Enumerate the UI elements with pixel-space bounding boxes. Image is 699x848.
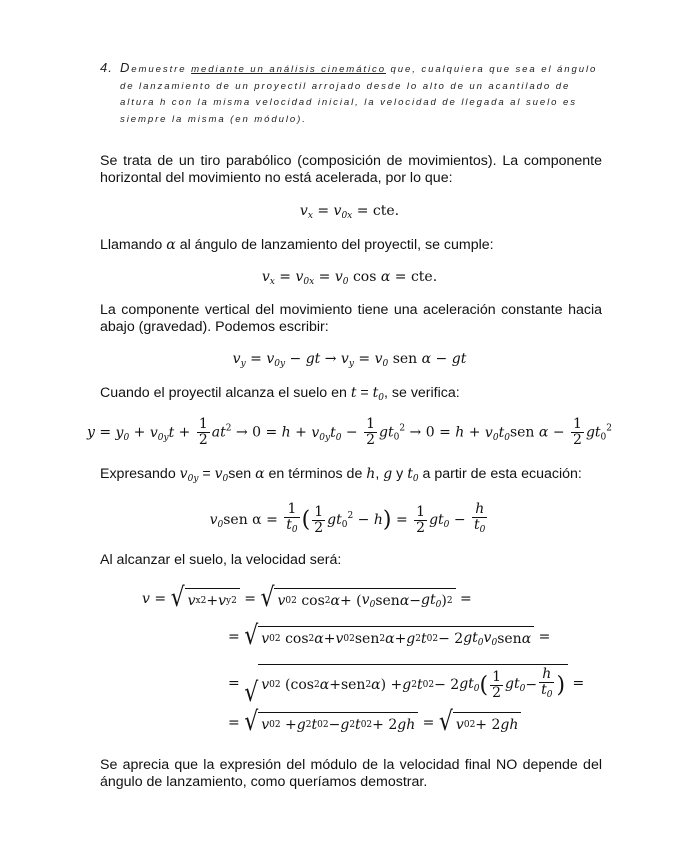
equation-v0-sen: $v_0sen$ α = $\frac{1}{t_0}$ ( $\frac{1}{2}$ $gt_0^2 - h$) = $\frac{1}{2}$ $gt_0$ − $\frac{h}{t_0}$ <box>0 502 699 538</box>
paragraph-angle: Llamando α al ángulo de lanzamiento del proyectil, se cumple: <box>100 237 494 253</box>
derivation-line-1: v = √ v x 2 + v y 2 = √ v 0 2 cos 2 α + ( $v_0$ sen α − $gt_0$ ) 2 = <box>142 583 472 614</box>
derivation-line-4: = √ v 0 2 + g 2 t 0 2 − g 2 t 0 2 + 2 gh = √ v 0 2 + 2 gh <box>228 712 521 734</box>
derivation-line-3: = √ v 0 2 ( cos 2 α + sen 2 α ) + g 2 t 0 2 − 2 $gt_0$ ( $\frac{1}{2}$ $gt_0$ − $\frac{h}{t_0}$ ) = <box>228 666 585 709</box>
underlined-phrase: mediante un análisis cinemático <box>191 64 386 75</box>
problem-text: Demuestre mediante un análisis cinemático que, cualquiera que sea el ángulo de lanzamiento de un proyectil arrojado desde lo alto de un acantilado de altura h con la misma velocidad inicial, la velocidad de llegada al suelo es siempre la misma (en módulo). <box>120 60 598 125</box>
problem-statement <box>100 60 610 128</box>
paragraph-ground: Cuando el proyectil alcanza el suelo en $t = t_0$, se verifica: <box>100 385 460 403</box>
paragraph-express: Expresando $v_{0y} = v_0sen$ α en términos de h, g y $t_0$ a partir de esta ecuación: <box>100 466 582 484</box>
derivation-line-2: = √ v 0 2 cos 2 α + v 0 2 sen 2 α + g 2 t 0 2 − 2 $gt_0v_0$ sen α = <box>228 621 551 652</box>
paragraph-velocity: Al alcanzar el suelo, la velocidad será: <box>100 552 342 568</box>
equation-vx: $v_x = v_{0x}$ = cte. <box>299 203 400 221</box>
paragraph-intro: Se trata de un tiro parabólico (composición de movimientos). La componente horizontal del movimiento no está acelerada, por lo que: <box>100 153 602 186</box>
equation-position: $y = y_0 + v_{0y}t$ + $\frac{1}{2}$ $at^2 \to 0 = h + v_{0y}t_0$ − $\frac{1}{2}$ $gt_0^2 \to 0 = h + v_0t_0sen$ α − $\frac{1}{2}$ $gt_0^2$ <box>86 416 612 448</box>
equation-vy: $v_y = v_{0y}$ − gt → $v_y = v_0$ sen α − gt <box>232 351 467 369</box>
equation-vx-cos: $v_x = v_{0x} = v_0$ cos α = cte. <box>261 269 438 287</box>
paragraph-conclusion: Se aprecia que la expresión del módulo de la velocidad final NO depende del ángulo de lanzamiento, como queríamos demostrar. <box>100 757 602 790</box>
paragraph-vertical: La componente vertical del movimiento tiene una aceleración constante hacia abajo (gravedad). Podemos escribir: <box>100 302 602 335</box>
problem-number: 4. <box>100 60 113 75</box>
